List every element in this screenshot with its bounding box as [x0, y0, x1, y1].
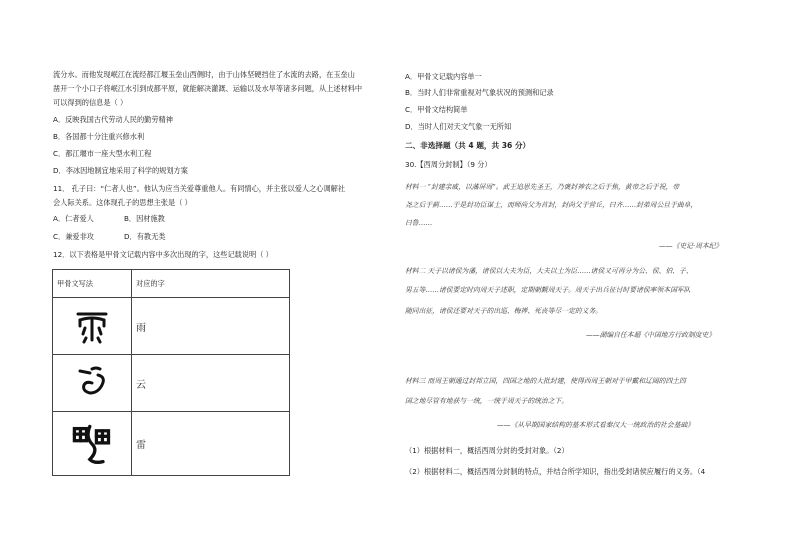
material-2-line-1: 材料二 天子以诸侯为藩，诸侯以大夫为臣，大夫以士为臣……诸侯又可再分为公、侯、伯、子、 [405, 267, 693, 275]
cloud-oracle-glyph-icon [72, 363, 112, 403]
q12-stem: 12．以下表格是甲骨文记载内容中多次出现的字，这些记载说明（ ） [53, 250, 273, 259]
material-3-source: ——《从早期国家结构的基本形式看秦汉大一统政治的社会基础》 [497, 421, 695, 429]
table-cell-character: 雨 [132, 298, 290, 355]
table-header-character: 对应的字 [132, 270, 290, 298]
q11-option-d: D．有教无类 [124, 232, 166, 241]
q12-option-d: D．当时人们对天文气象一无所知 [405, 122, 512, 131]
q11-stem-line-1: 11． 孔子曰：“仁者人也”。他认为应当关爱尊重他人。有同情心，并主张以爱人之心调解社 [53, 184, 346, 193]
q10-stem-line-1: 流分水。而他发现岷江在流经都江堰玉垒山西侧时，由于山体坚硬挡住了水流的去路，在玉垒山 [53, 70, 355, 79]
table-header-row [53, 270, 290, 298]
q11-option-c: C．兼爱非攻 [53, 232, 94, 241]
material-1-line-1: 材料一 “封建亲戚，以藩屏周”。武王追思先圣王，乃褒封神农之后于焦，黄帝之后于祝，帝 [405, 183, 680, 191]
material-3-line-1: 材料三 而周王朝通过封邦立国，四国之地的大批封建，使得西周王朝对于甲戴和辽阔的四土四 [405, 377, 686, 385]
q10-option-a: A．反映我国古代劳动人民的勤劳精神 [53, 115, 173, 124]
table-cell-glyph [53, 412, 132, 476]
q30-title: 30.【西周分封制】（9 分） [405, 160, 492, 169]
material-2-line-3: 随同出征，诸侯还要对天子的出巡、梅禅、死丧等尽一定的义务。 [405, 307, 603, 315]
q10-option-d: D．李冰因地制宜地采用了科学的规划方案 [53, 166, 188, 175]
thunder-oracle-glyph-icon [70, 422, 114, 466]
section-heading-non-choice: 二、非选择题（共 4 题，共 36 分） [405, 141, 531, 150]
q10-stem-line-2: 凿开一个小口子将岷江水引到成都平原，就能解决灌溉、运输以及水旱等诸多问题，从上述材料中 [53, 84, 363, 93]
q10-option-c: C．都江堰市一座大型水利工程 [53, 149, 152, 158]
table-row [53, 355, 290, 412]
subquestion-1: （1）根据材料一，概括西周分封的受封对象。（2） [405, 446, 569, 455]
material-2-line-2: 男五等……诸侯要定时向周天子述职，定期朝觐周天子。周天子出兵征讨时要诸侯率领本国军队 [405, 286, 691, 294]
table-cell-character: 云 [132, 355, 290, 412]
table-row [53, 298, 290, 355]
material-1-line-3: 曰鲁…… [405, 219, 433, 227]
q10-stem-line-3: 可以得到的信息是（ ） [53, 98, 128, 107]
table-row [53, 412, 290, 476]
q11-option-a: A．仁者爱人 [53, 214, 94, 223]
q12-option-b: B．当时人们非常重视对气象状况的预测和记录 [405, 88, 554, 97]
material-2-source: ——湖编自任本超《中国地方行政制度史》 [586, 331, 716, 339]
q11-option-b: B．因材施教 [124, 214, 165, 223]
material-3-line-2: 国之地尽管有地获与一统，一统于周天子的统治之下。 [405, 397, 569, 405]
subquestion-2: （2）根据材料二，概括西周分封制的特点，并结合所学知识，指出受封诸侯应履行的义务。（4 [405, 467, 706, 476]
material-1-line-2: 尧之后于蓟……于是封功臣谋士，而师尚父为首封，封尚父于营丘，曰齐……封弟周公旦于曲阜， [405, 201, 698, 209]
rain-oracle-glyph-icon [72, 306, 112, 346]
material-1-source: ——《史记·周本纪》 [659, 242, 723, 250]
q10-option-b: B．各国都十分注重兴修水利 [53, 132, 145, 141]
q12-option-c: C．甲骨文结构简单 [405, 105, 468, 114]
oracle-bone-table [52, 269, 290, 476]
table-cell-glyph [53, 298, 132, 355]
table-cell-character: 雷 [132, 412, 290, 476]
q11-stem-line-2: 会人际关系。这体现孔子的思想主张是（ ） [53, 198, 192, 207]
q12-option-a: A．甲骨文记载内容单一 [405, 72, 482, 81]
table-cell-glyph [53, 355, 132, 412]
table-header-oracle: 甲骨文写法 [53, 270, 132, 298]
